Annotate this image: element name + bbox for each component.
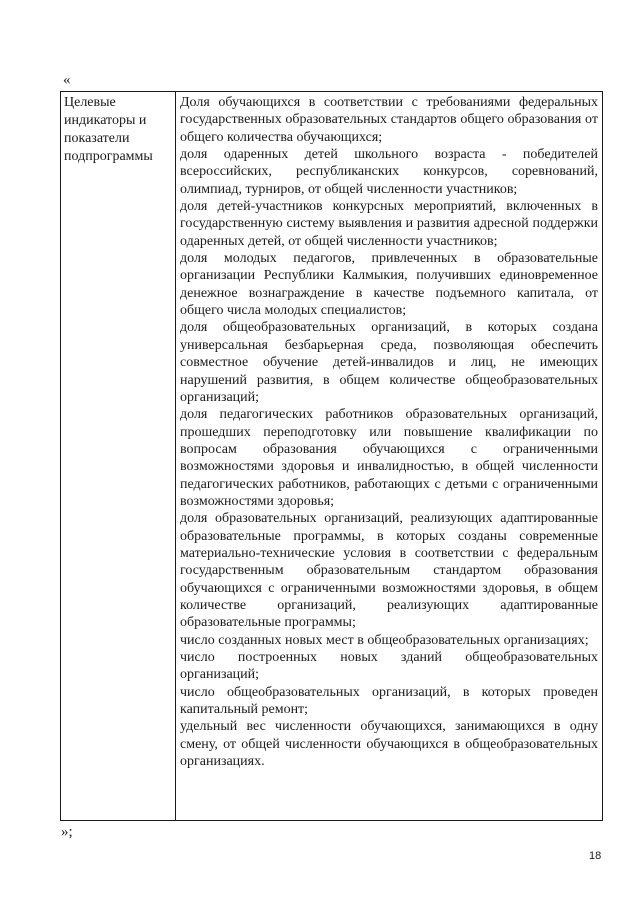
indicator-item: доля образовательных организаций, реализующих адаптированные образовательные программы, в которых созданы современные материально-технические условия в соответствии с федеральным государственным образовательным стандартом образования обучающихся с ограниченными возможностями здоровья, в общем количестве организаций, реализующих адаптированные образовательные программы; [180, 511, 598, 631]
indicator-item: Доля обучающихся в соответствии с требованиями федеральных государственных образовательных стандартов общего образования от общего количества обучающихся; [180, 95, 598, 145]
indicators-list-cell [176, 92, 602, 820]
opening-quote-mark: « [63, 72, 71, 88]
indicator-item: число общеобразовательных организаций, в которых проведен капитальный ремонт; [180, 684, 598, 718]
indicator-item: доля общеобразовательных организаций, в которых создана универсальная безбарьерная среда, позволяющая обеспечить совместное обучение детей-инвалидов и лиц, не имеющих нарушений развития, в общем количестве общеобразовательных организаций; [180, 320, 598, 405]
row-header-line: показатели [64, 131, 130, 146]
row-header-line: индикаторы и [64, 113, 147, 128]
indicator-item: число построенных новых зданий общеобразовательных организаций; [180, 650, 598, 683]
closing-quote-mark: »; [61, 824, 73, 840]
indicator-item: доля педагогических работников образовательных организаций, прошедших переподготовку или повышение квалификации по вопросам образования обучающихся с ограниченными возможностями здоровья и инвалидностью, в общей численности педагогических работников, работающих с детьми с ограниченными возможностями здоровья; [180, 407, 598, 509]
indicator-item: число созданных новых мест в общеобразовательных организациях; [180, 632, 589, 648]
indicator-item: доля молодых педагогов, привлеченных в образовательные организации Республики Калмыкия, получивших единовременное денежное вознаграждение в качестве подъемного капитала, от общего числа молодых специалистов; [180, 251, 598, 319]
row-header-line: Целевые [64, 95, 116, 110]
page-number: 18 [589, 850, 602, 862]
indicator-item: удельный вес численности обучающихся, занимающихся в одну смену, от общей численности обучающихся в общеобразовательных организациях. [180, 719, 598, 770]
indicator-item: доля одаренных детей школьного возраста - победителей всероссийских, республиканских конкурсов, соревнований, олимпиад, турниров, от общей численности участников; [180, 147, 598, 197]
indicator-item: доля детей-участников конкурсных мероприятий, включенных в государственную систему выявления и развития адресной поддержки одаренных детей, от общей численности участников; [180, 199, 598, 249]
row-header-cell [61, 92, 176, 820]
indicators-table [60, 91, 603, 821]
row-header-line: подпрограммы [64, 149, 153, 164]
